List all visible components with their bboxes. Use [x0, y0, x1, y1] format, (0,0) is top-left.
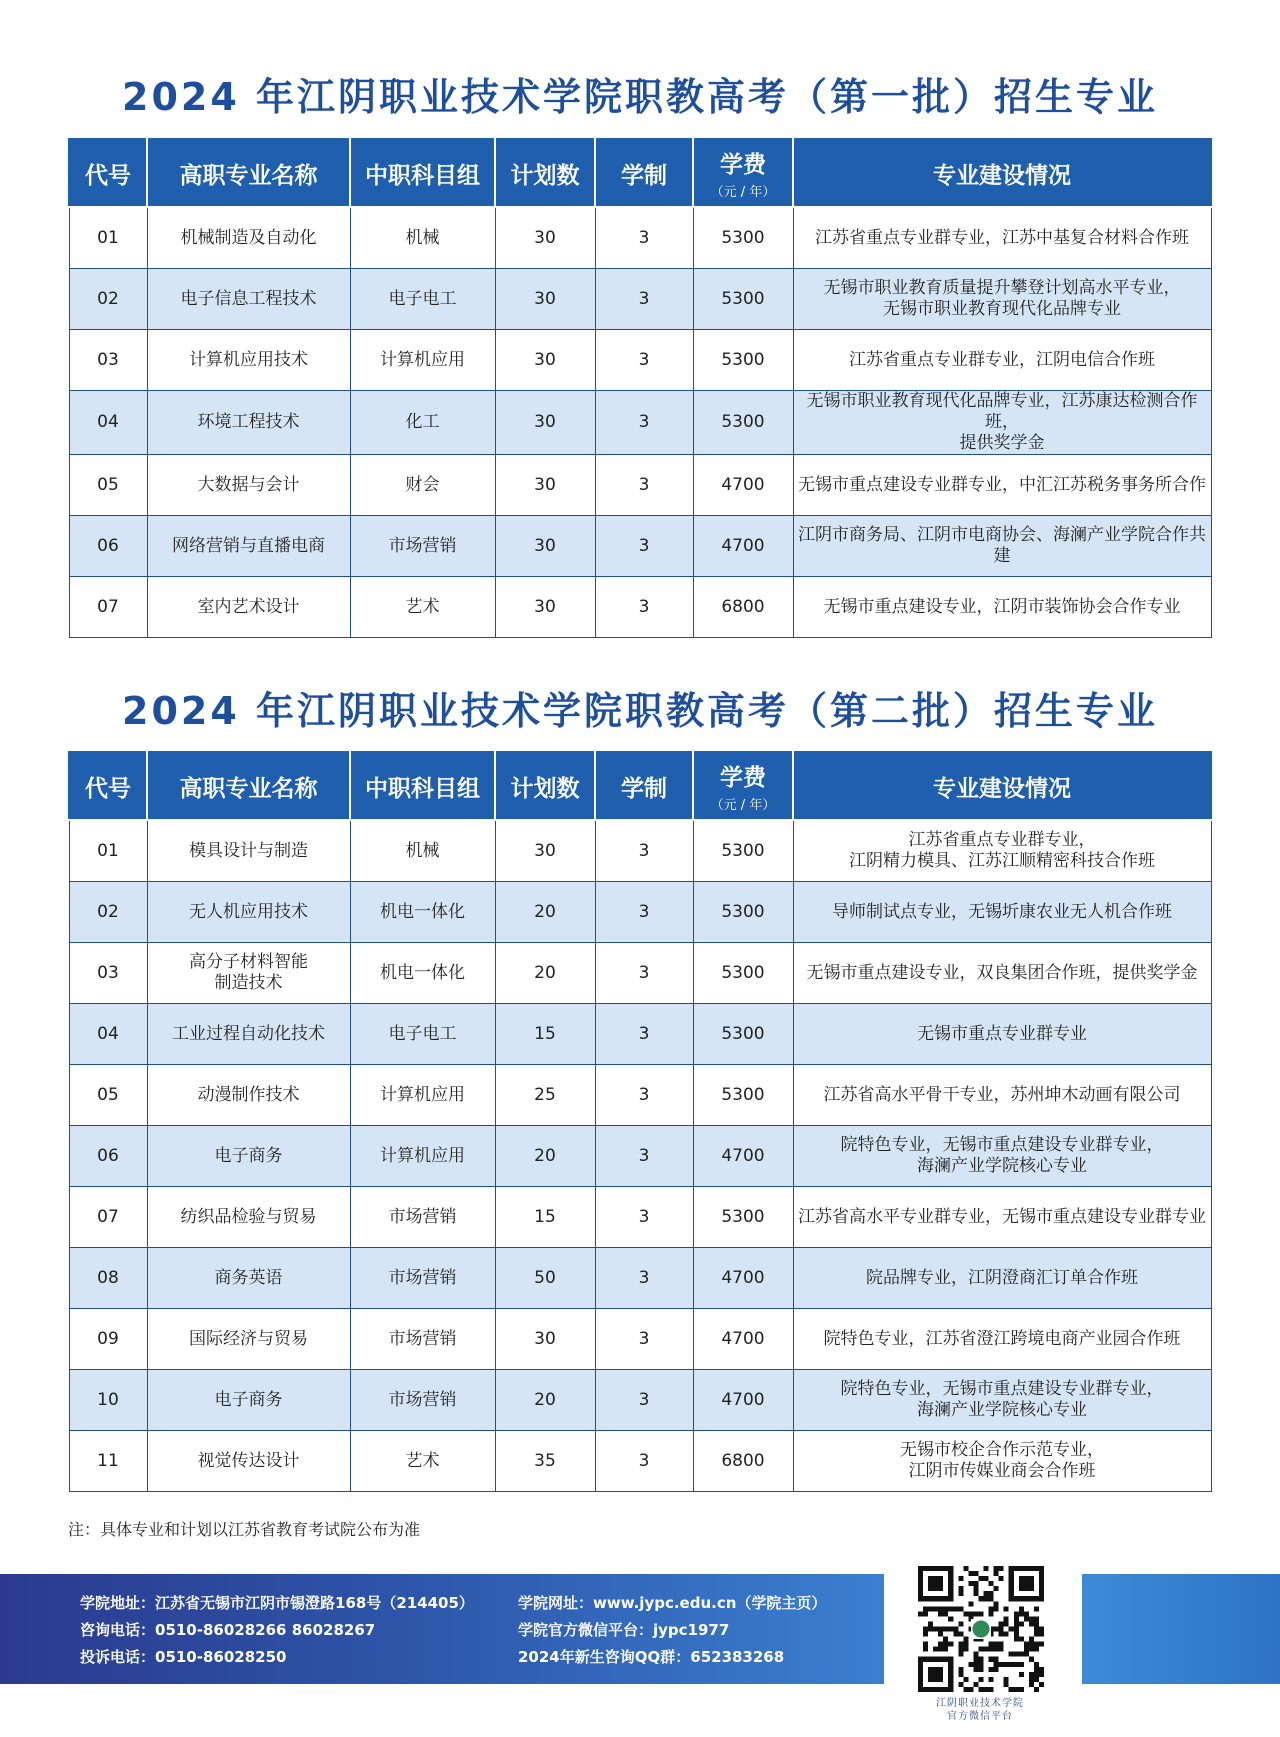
cell-code: 01: [69, 207, 147, 269]
header-major: 高职专业名称: [147, 752, 350, 820]
cell-years: 3: [595, 1065, 693, 1126]
cell-group: 市场营销: [350, 516, 495, 577]
table-row: [69, 1187, 1211, 1248]
table-row: [69, 1126, 1211, 1187]
cell-plan: 30: [495, 820, 595, 882]
cell-years: 3: [595, 1004, 693, 1065]
cell-fee: 4700: [693, 1248, 793, 1309]
table-row: [69, 1065, 1211, 1126]
cell-info: 院特色专业，无锡市重点建设专业群专业， 海澜产业学院核心专业: [793, 1126, 1211, 1187]
cell-group: 市场营销: [350, 1187, 495, 1248]
cell-info: 无锡市重点建设专业，江阴市装饰协会合作专业: [793, 577, 1211, 638]
cell-plan: 30: [495, 269, 595, 330]
qr-caption-line2: 官方微信平台: [947, 1711, 1013, 1722]
cell-info: 江苏省高水平专业群专业，无锡市重点建设专业群专业: [793, 1187, 1211, 1248]
cell-fee: 6800: [693, 1431, 793, 1492]
header-plan: 计划数: [495, 752, 595, 820]
cell-group: 机械: [350, 820, 495, 882]
cell-plan: 15: [495, 1004, 595, 1065]
cell-years: 3: [595, 943, 693, 1004]
cell-years: 3: [595, 269, 693, 330]
cell-major: 电子信息工程技术: [147, 269, 350, 330]
cell-years: 3: [595, 455, 693, 516]
header-fee: 学费 （元 / 年）: [693, 139, 793, 207]
cell-years: 3: [595, 820, 693, 882]
cell-info: 无锡市重点建设专业群专业，中汇江苏税务事务所合作: [793, 455, 1211, 516]
cell-plan: 30: [495, 330, 595, 391]
cell-group: 艺术: [350, 1431, 495, 1492]
table-row: [69, 943, 1211, 1004]
header-info: 专业建设情况: [793, 752, 1211, 820]
header-years: 学制: [595, 752, 693, 820]
table-row: [69, 577, 1211, 638]
cell-group: 计算机应用: [350, 1065, 495, 1126]
cell-code: 04: [69, 1004, 147, 1065]
cell-info: 无锡市重点建设专业，双良集团合作班，提供奖学金: [793, 943, 1211, 1004]
cell-group: 市场营销: [350, 1370, 495, 1431]
table-header-row: [69, 139, 1211, 207]
cell-years: 3: [595, 1431, 693, 1492]
header-major: 高职专业名称: [147, 139, 350, 207]
cell-plan: 30: [495, 391, 595, 455]
cell-plan: 20: [495, 882, 595, 943]
cell-code: 06: [69, 516, 147, 577]
cell-major: 纺织品检验与贸易: [147, 1187, 350, 1248]
cell-code: 07: [69, 1187, 147, 1248]
cell-info: 无锡市职业教育质量提升攀登计划高水平专业， 无锡市职业教育现代化品牌专业: [793, 269, 1211, 330]
cell-group: 财会: [350, 455, 495, 516]
cell-group: 市场营销: [350, 1309, 495, 1370]
cell-years: 3: [595, 1370, 693, 1431]
cell-plan: 30: [495, 455, 595, 516]
cell-fee: 4700: [693, 1370, 793, 1431]
cell-code: 02: [69, 269, 147, 330]
cell-major: 网络营销与直播电商: [147, 516, 350, 577]
cell-plan: 50: [495, 1248, 595, 1309]
cell-group: 电子电工: [350, 269, 495, 330]
batch1-title: 2024 年江阴职业技术学院职教高考（第一批）招生专业: [122, 75, 1158, 119]
cell-major: 无人机应用技术: [147, 882, 350, 943]
footer-wechat: 学院官方微信平台：jypc1977: [518, 1621, 730, 1639]
table-row: [69, 269, 1211, 330]
cell-plan: 20: [495, 1126, 595, 1187]
header-group: 中职科目组: [350, 139, 495, 207]
footnote: 注：具体专业和计划以江苏省教育考试院公布为准: [68, 1520, 421, 1539]
header-years: 学制: [595, 139, 693, 207]
cell-fee: 5300: [693, 1065, 793, 1126]
cell-fee: 5300: [693, 1004, 793, 1065]
cell-years: 3: [595, 1309, 693, 1370]
cell-years: 3: [595, 882, 693, 943]
header-code: 代号: [69, 752, 147, 820]
cell-major: 环境工程技术: [147, 391, 350, 455]
cell-info: 江苏省高水平骨干专业，苏州坤木动画有限公司: [793, 1065, 1211, 1126]
table-row: [69, 820, 1211, 882]
footer-contact-column: [80, 1590, 474, 1671]
table-row: [69, 207, 1211, 269]
cell-info: 无锡市校企合作示范专业， 江阴市传媒业商会合作班: [793, 1431, 1211, 1492]
cell-group: 机械: [350, 207, 495, 269]
cell-plan: 30: [495, 207, 595, 269]
footer-accent-panel: [1082, 1574, 1280, 1684]
batch1-body: [69, 207, 1211, 638]
header-code: 代号: [69, 139, 147, 207]
table-row: [69, 1431, 1211, 1492]
cell-major: 大数据与会计: [147, 455, 350, 516]
cell-group: 机电一体化: [350, 882, 495, 943]
cell-plan: 30: [495, 516, 595, 577]
footer-website-link[interactable]: 学院网址：www.jypc.edu.cn（学院主页）: [518, 1594, 827, 1612]
cell-major: 电子商务: [147, 1126, 350, 1187]
cell-fee: 5300: [693, 330, 793, 391]
cell-major: 商务英语: [147, 1248, 350, 1309]
table-row: [69, 1309, 1211, 1370]
cell-fee: 5300: [693, 882, 793, 943]
cell-major: 视觉传达设计: [147, 1431, 350, 1492]
cell-info: 院品牌专业，江阴澄商汇订单合作班: [793, 1248, 1211, 1309]
footer-qq-group: 2024年新生咨询QQ群：652383268: [518, 1648, 785, 1666]
table-row: [69, 455, 1211, 516]
table-row: [69, 1248, 1211, 1309]
cell-plan: 30: [495, 1309, 595, 1370]
cell-major: 电子商务: [147, 1370, 350, 1431]
cell-info: 院特色专业，无锡市重点建设专业群专业， 海澜产业学院核心专业: [793, 1370, 1211, 1431]
table-row: [69, 391, 1211, 455]
footer-online-column: [518, 1590, 826, 1671]
cell-plan: 25: [495, 1065, 595, 1126]
cell-fee: 5300: [693, 207, 793, 269]
header-fee-unit: （元 / 年）: [710, 185, 776, 200]
cell-code: 03: [69, 330, 147, 391]
cell-major: 模具设计与制造: [147, 820, 350, 882]
table-row: [69, 1004, 1211, 1065]
cell-info: 江苏省重点专业群专业，江苏中基复合材料合作班: [793, 207, 1211, 269]
cell-code: 01: [69, 820, 147, 882]
batch1-table: [68, 138, 1212, 638]
cell-group: 电子电工: [350, 1004, 495, 1065]
qr-caption-line1: 江阴职业技术学院: [936, 1698, 1024, 1709]
cell-major: 高分子材料智能 制造技术: [147, 943, 350, 1004]
cell-years: 3: [595, 330, 693, 391]
cell-fee: 5300: [693, 943, 793, 1004]
cell-major: 计算机应用技术: [147, 330, 350, 391]
cell-group: 计算机应用: [350, 330, 495, 391]
cell-code: 09: [69, 1309, 147, 1370]
cell-years: 3: [595, 516, 693, 577]
cell-info: 江苏省重点专业群专业，江阴电信合作班: [793, 330, 1211, 391]
cell-info: 江苏省重点专业群专业， 江阴精力模具、江苏江顺精密科技合作班: [793, 820, 1211, 882]
cell-fee: 4700: [693, 1309, 793, 1370]
cell-info: 院特色专业，江苏省澄江跨境电商产业园合作班: [793, 1309, 1211, 1370]
cell-code: 06: [69, 1126, 147, 1187]
batch2-table: [68, 751, 1212, 1492]
cell-group: 机电一体化: [350, 943, 495, 1004]
wechat-qr-code: [918, 1566, 1044, 1692]
header-fee: 学费 （元 / 年）: [693, 752, 793, 820]
cell-years: 3: [595, 1187, 693, 1248]
cell-years: 3: [595, 577, 693, 638]
table-row: [69, 516, 1211, 577]
cell-plan: 20: [495, 1370, 595, 1431]
cell-fee: 4700: [693, 1126, 793, 1187]
cell-major: 机械制造及自动化: [147, 207, 350, 269]
table-row: [69, 330, 1211, 391]
cell-fee: 4700: [693, 516, 793, 577]
cell-major: 室内艺术设计: [147, 577, 350, 638]
footer-address: 学院地址：江苏省无锡市江阴市锡澄路168号（214405）: [80, 1594, 474, 1612]
table-row: [69, 1370, 1211, 1431]
cell-fee: 6800: [693, 577, 793, 638]
cell-info: 江阴市商务局、江阴市电商协会、海澜产业学院合作共建: [793, 516, 1211, 577]
cell-group: 化工: [350, 391, 495, 455]
cell-code: 02: [69, 882, 147, 943]
qr-code-icon: [918, 1566, 1044, 1692]
cell-code: 03: [69, 943, 147, 1004]
cell-code: 10: [69, 1370, 147, 1431]
cell-code: 05: [69, 1065, 147, 1126]
table-header-row: [69, 752, 1211, 820]
cell-info: 无锡市职业教育现代化品牌专业，江苏康达检测合作班， 提供奖学金: [793, 391, 1211, 455]
footer-complaint-phone: 投诉电话：0510-86028250: [80, 1648, 287, 1666]
table-row: [69, 882, 1211, 943]
cell-years: 3: [595, 207, 693, 269]
header-plan: 计划数: [495, 139, 595, 207]
cell-plan: 30: [495, 577, 595, 638]
cell-code: 07: [69, 577, 147, 638]
cell-info: 导师制试点专业，无锡圻康农业无人机合作班: [793, 882, 1211, 943]
batch2-body: [69, 820, 1211, 1492]
cell-code: 04: [69, 391, 147, 455]
cell-fee: 5300: [693, 1187, 793, 1248]
cell-years: 3: [595, 1248, 693, 1309]
cell-group: 计算机应用: [350, 1126, 495, 1187]
cell-years: 3: [595, 1126, 693, 1187]
cell-group: 艺术: [350, 577, 495, 638]
cell-fee: 5300: [693, 391, 793, 455]
cell-plan: 20: [495, 943, 595, 1004]
cell-fee: 5300: [693, 820, 793, 882]
cell-code: 11: [69, 1431, 147, 1492]
cell-years: 3: [595, 391, 693, 455]
header-group: 中职科目组: [350, 752, 495, 820]
cell-fee: 4700: [693, 455, 793, 516]
cell-plan: 35: [495, 1431, 595, 1492]
cell-group: 市场营销: [350, 1248, 495, 1309]
cell-plan: 15: [495, 1187, 595, 1248]
footer-consult-phone: 咨询电话：0510-86028266 86028267: [80, 1621, 376, 1639]
cell-major: 工业过程自动化技术: [147, 1004, 350, 1065]
qr-caption: [900, 1697, 1060, 1723]
cell-major: 动漫制作技术: [147, 1065, 350, 1126]
cell-code: 05: [69, 455, 147, 516]
cell-major: 国际经济与贸易: [147, 1309, 350, 1370]
cell-code: 08: [69, 1248, 147, 1309]
header-fee-unit: （元 / 年）: [710, 798, 776, 813]
batch2-title: 2024 年江阴职业技术学院职教高考（第二批）招生专业: [122, 689, 1158, 733]
cell-info: 无锡市重点专业群专业: [793, 1004, 1211, 1065]
header-info: 专业建设情况: [793, 139, 1211, 207]
cell-fee: 5300: [693, 269, 793, 330]
